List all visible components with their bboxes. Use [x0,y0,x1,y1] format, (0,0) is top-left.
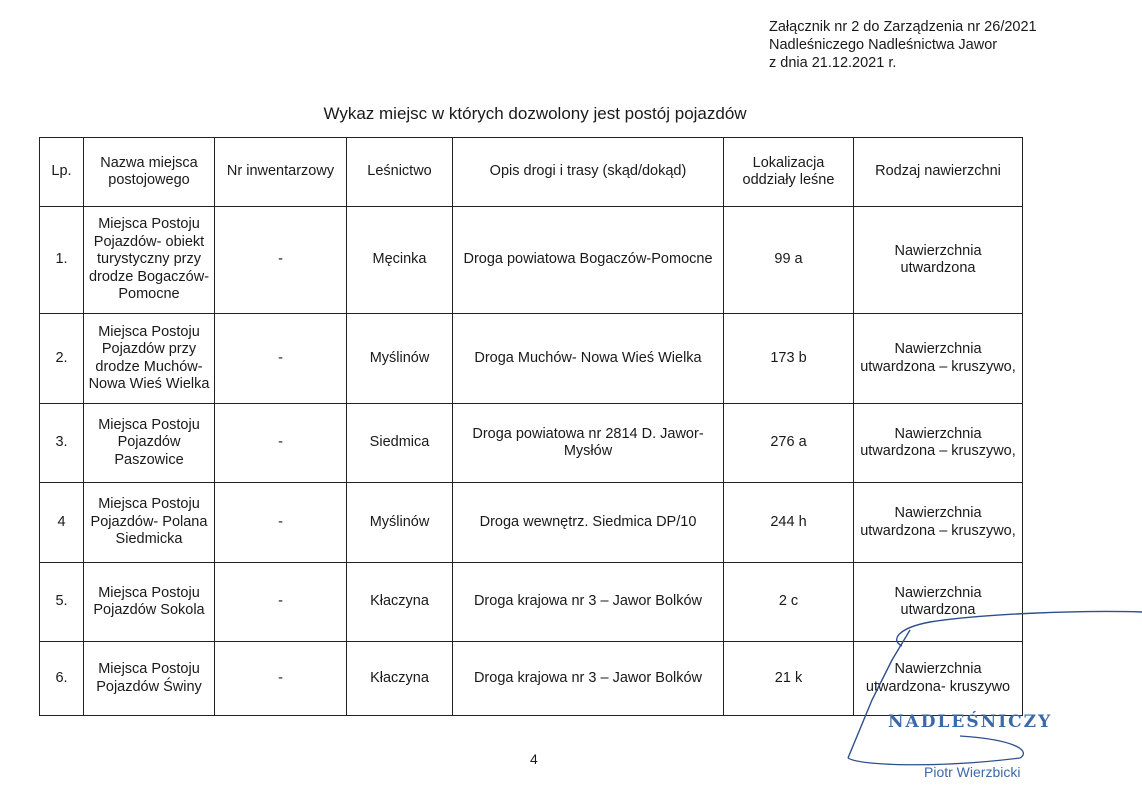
column-header-route: Opis drogi i trasy (skąd/dokąd) [453,138,724,207]
cell-location: 2 c [724,563,854,642]
cell-forest-district: Męcinka [347,207,453,314]
cell-surface: Nawierzchnia utwardzona- kruszywo [854,642,1023,716]
column-header-location: Lokalizacja oddziały leśne [724,138,854,207]
document-title: Wykaz miejsc w których dozwolony jest postój pojazdów [323,104,747,123]
cell-lp: 5. [40,563,84,642]
table-row [40,404,1023,483]
cell-inventory: - [215,563,347,642]
cell-inventory: - [215,642,347,716]
cell-inventory: - [215,207,347,314]
cell-route: Droga krajowa nr 3 – Jawor Bolków [453,563,724,642]
column-header-lp: Lp. [40,138,84,207]
cell-lp: 1. [40,207,84,314]
column-header-forest-district: Leśnictwo [347,138,453,207]
cell-name: Miejsca Postoju Pojazdów przy drodze Muchów-Nowa Wieś Wielka [84,314,215,404]
page-number: 4 [530,751,538,767]
cell-route: Droga powiatowa Bogaczów-Pomocne [453,207,724,314]
cell-location: 173 b [724,314,854,404]
cell-surface: Nawierzchnia utwardzona [854,207,1023,314]
header-line-office: Nadleśniczego Nadleśnictwa Jawor [769,37,998,53]
cell-lp: 3. [40,404,84,483]
cell-name: Miejsca Postoju Pojazdów Sokola [84,563,215,642]
stamp-name: Piotr Wierzbicki [924,764,1021,780]
column-header-surface: Rodzaj nawierzchni [854,138,1023,207]
table-row [40,207,1023,314]
cell-name: Miejsca Postoju Pojazdów- obiekt turystyczny przy drodze Bogaczów-Pomocne [84,207,215,314]
cell-surface: Nawierzchnia utwardzona – kruszywo, [854,314,1023,404]
table-header-row [40,138,1023,207]
cell-surface: Nawierzchnia utwardzona – kruszywo, [854,483,1023,563]
cell-inventory: - [215,404,347,483]
header-line-date: z dnia 21.12.2021 r. [769,55,897,71]
cell-location: 21 k [724,642,854,716]
table-row [40,314,1023,404]
cell-lp: 4 [40,483,84,563]
stamp-title: NADLEŚNICZY [888,712,1053,732]
cell-forest-district: Siedmica [347,404,453,483]
cell-name: Miejsca Postoju Pojazdów Paszowice [84,404,215,483]
cell-route: Droga Muchów- Nowa Wieś Wielka [453,314,724,404]
cell-inventory: - [215,483,347,563]
cell-forest-district: Kłaczyna [347,563,453,642]
cell-name: Miejsca Postoju Pojazdów Świny [84,642,215,716]
cell-location: 244 h [724,483,854,563]
column-header-inventory: Nr inwentarzowy [215,138,347,207]
cell-route: Droga krajowa nr 3 – Jawor Bolków [453,642,724,716]
cell-forest-district: Kłaczyna [347,642,453,716]
cell-surface: Nawierzchnia utwardzona [854,563,1023,642]
cell-name: Miejsca Postoju Pojazdów- Polana Siedmicka [84,483,215,563]
cell-surface: Nawierzchnia utwardzona – kruszywo, [854,404,1023,483]
cell-route: Droga wewnętrz. Siedmica DP/10 [453,483,724,563]
table-row [40,483,1023,563]
cell-inventory: - [215,314,347,404]
cell-route: Droga powiatowa nr 2814 D. Jawor- Mysłów [453,404,724,483]
column-header-name: Nazwa miejsca postojowego [84,138,215,207]
cell-forest-district: Myślinów [347,483,453,563]
cell-forest-district: Myślinów [347,314,453,404]
header-line-annex: Załącznik nr 2 do Zarządzenia nr 26/2021 [769,19,1037,35]
document-header [769,18,1037,72]
cell-location: 99 a [724,207,854,314]
cell-lp: 6. [40,642,84,716]
cell-lp: 2. [40,314,84,404]
cell-location: 276 a [724,404,854,483]
